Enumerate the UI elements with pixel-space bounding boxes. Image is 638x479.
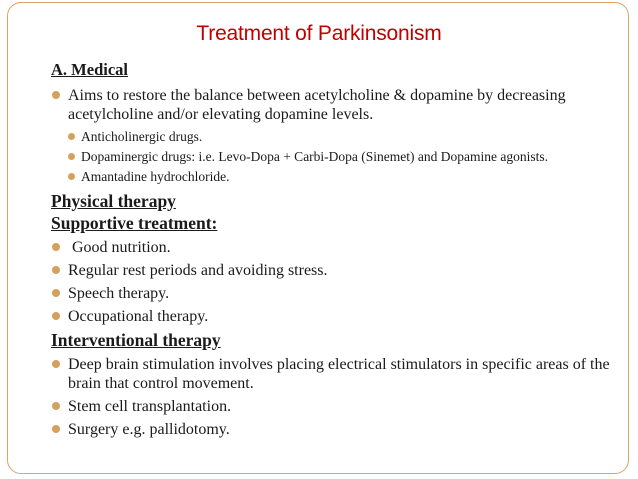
drug-item bbox=[67, 169, 611, 184]
bullet-icon bbox=[52, 266, 60, 274]
interventional-item-text: Deep brain stimulation involves placing electrical stimulators in specific areas of the brain that control movement. bbox=[68, 356, 610, 392]
bullet-icon bbox=[52, 312, 60, 320]
medical-aim-text: Aims to restore the balance between acetylcholine & dopamine by decreasing acetylcholine and/or elevating dopamine levels. bbox=[68, 87, 566, 123]
physical-therapy-heading: Physical therapy bbox=[51, 191, 176, 211]
bullet-icon bbox=[52, 402, 60, 410]
drug-text: Dopaminergic drugs: i.e. Levo-Dopa + Carbi-Dopa (Sinemet) and Dopamine agonists. bbox=[81, 149, 549, 164]
interventional-item-text: Stem cell transplantation. bbox=[68, 398, 232, 415]
drug-text: Amantadine hydrochloride. bbox=[81, 169, 230, 184]
bullet-icon bbox=[68, 153, 75, 160]
drug-text: Anticholinergic drugs. bbox=[81, 129, 203, 144]
interventional-item-text: Surgery e.g. pallidotomy. bbox=[68, 421, 230, 438]
bullet-icon bbox=[52, 289, 60, 297]
interventional-item bbox=[51, 420, 611, 439]
supportive-item-text: Regular rest periods and avoiding stress. bbox=[68, 262, 328, 279]
supportive-item bbox=[51, 284, 611, 303]
bullet-icon bbox=[52, 243, 60, 251]
supportive-item bbox=[51, 238, 611, 257]
bullet-icon bbox=[52, 360, 60, 368]
medical-heading: A. Medical bbox=[51, 60, 128, 79]
interventional-item bbox=[51, 355, 611, 393]
bullet-icon bbox=[68, 133, 75, 140]
drug-item bbox=[67, 129, 611, 144]
bullet-icon bbox=[52, 91, 60, 99]
supportive-item bbox=[51, 307, 611, 326]
supportive-item bbox=[51, 261, 611, 280]
supportive-item-text: Good nutrition. bbox=[68, 239, 171, 256]
supportive-item-text: Occupational therapy. bbox=[68, 308, 209, 325]
supportive-item-text: Speech therapy. bbox=[68, 285, 170, 302]
interventional-therapy-heading: Interventional therapy bbox=[51, 330, 221, 350]
interventional-item bbox=[51, 397, 611, 416]
slide-title: Treatment of Parkinsonism bbox=[196, 22, 442, 45]
drug-item bbox=[67, 149, 611, 164]
medical-aim-item bbox=[51, 86, 611, 124]
slide-content bbox=[51, 60, 611, 439]
bullet-icon bbox=[52, 425, 60, 433]
bullet-icon bbox=[68, 173, 75, 180]
supportive-treatment-heading: Supportive treatment: bbox=[51, 213, 218, 233]
